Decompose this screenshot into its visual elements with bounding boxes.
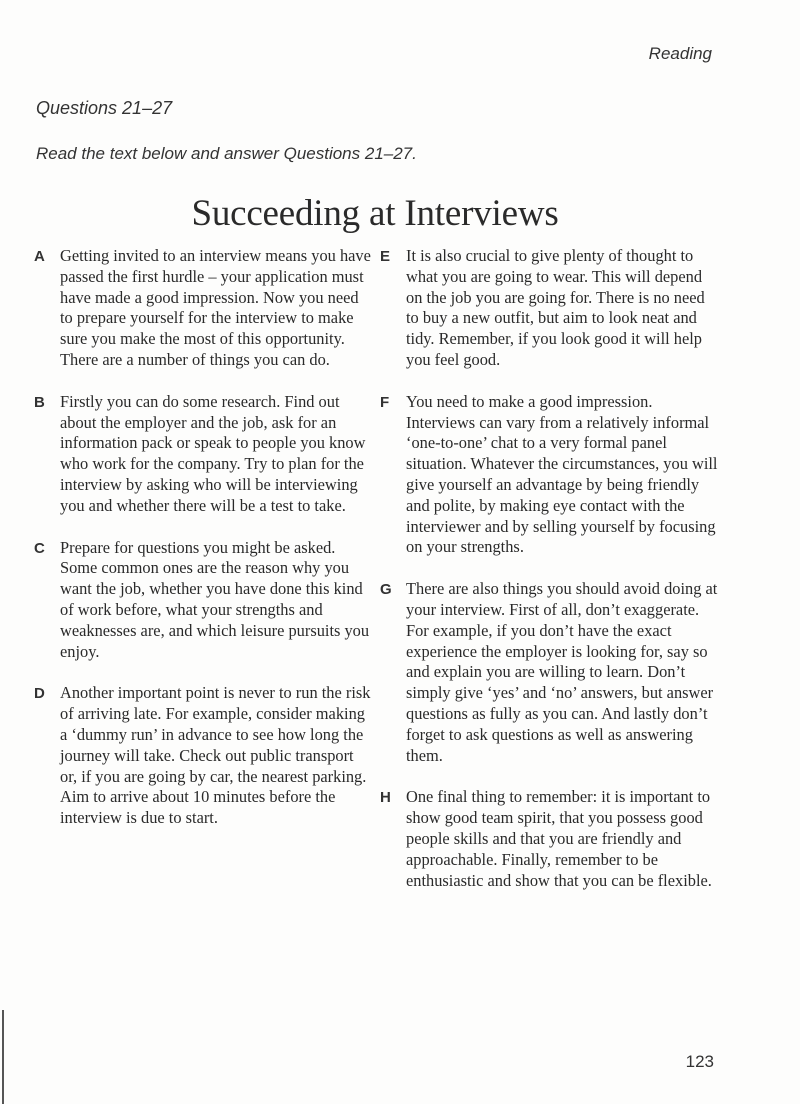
paragraph-text: You need to make a good impression. Interviews can vary from a relatively informal ‘one-to-one’ chat to a very formal panel situation. Whatever the circumstances, you will give yourself an advantage by being friendly and polite, by making eye contact with the interviewer and by selling yourself by focusing on your strengths.	[406, 391, 718, 557]
paragraph-letter: C	[34, 539, 45, 557]
paragraph-letter: G	[380, 581, 392, 599]
paragraph-d	[34, 683, 374, 829]
running-head: Reading	[648, 44, 712, 63]
instruction-text: Read the text below and answer Questions 21–27.	[36, 144, 417, 163]
paragraph-letter: F	[380, 393, 390, 411]
paragraph-letter: A	[34, 248, 45, 265]
paragraph-letter: D	[34, 685, 45, 703]
article-title: Succeeding at Interviews	[191, 193, 559, 234]
paragraph-letter: B	[34, 393, 45, 411]
paragraph-g	[380, 579, 720, 766]
paragraph-b	[34, 392, 374, 517]
paragraph-e	[380, 246, 720, 371]
paragraph-text: Firstly you can do some research. Find out about the employer and the job, ask for an information pack or speak to people you know who work for the company. Try to plan for the interview by asking who will be interviewing you and whether there will be a test to take.	[60, 391, 366, 515]
paragraph-h	[380, 787, 720, 891]
paragraph-text: There are also things you should avoid doing at your interview. First of all, don’t exaggerate. For example, if you don’t have the exact experience the employer is looking for, say so and explain you are willing to learn. Don’t simply give ‘yes’ and ‘no’ answers, but answer questions as fully as you can. And lastly don’t forget to ask questions as well as answering them.	[406, 579, 718, 765]
questions-heading: Questions 21–27	[36, 98, 173, 118]
paragraph-text: Getting invited to an interview means you have passed the first hurdle – your application must have made a good impression. Now you need to prepare yourself for the interview to make sure you make the most of this opportunity. There are a number of things you can do.	[60, 246, 371, 369]
left-column	[34, 246, 374, 829]
paragraph-text: It is also crucial to give plenty of thought to what you are going to wear. This will depend on the job you are going for. There is no need to buy a new outfit, but aim to look neat and tidy. Remember, if you look good it will help you feel good.	[406, 246, 705, 369]
page-number: 123	[685, 1052, 714, 1071]
paragraph-letter: E	[380, 248, 391, 265]
right-column	[380, 246, 720, 891]
paragraph-text: One final thing to remember: it is important to show good team spirit, that you possess good people skills and that you are friendly and approachable. Finally, remember to be enthusiastic and show that you can be flexible.	[406, 787, 712, 890]
paragraph-f	[380, 392, 720, 558]
paragraph-text: Prepare for questions you might be asked. Some common ones are the reason why you want the job, whether you have done this kind of work before, what your strengths and weaknesses are, and which leisure pursuits you enjoy.	[60, 537, 370, 661]
paragraph-letter: H	[380, 789, 391, 807]
paragraph-c	[34, 538, 374, 663]
page-binding-line	[2, 1010, 4, 1104]
paragraph-a	[34, 246, 374, 371]
paragraph-text: Another important point is never to run the risk of arriving late. For example, consider making a ‘dummy run’ in advance to see how long the journey will take. Check out public transport or, if you are going by car, the nearest parking. Aim to arrive about 10 minutes before the interview is due to start.	[60, 683, 371, 828]
